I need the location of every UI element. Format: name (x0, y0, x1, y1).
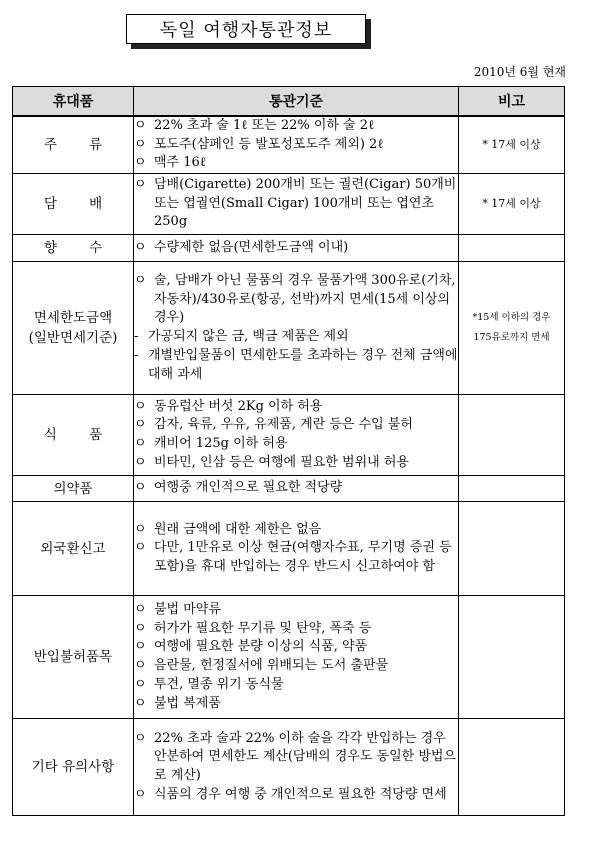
list-item: ㅇ 식품의 경우 여행 중 개인적으로 필요한 적당량 면세 (134, 786, 447, 802)
table-row (13, 719, 565, 816)
row-note (459, 235, 565, 262)
row-content (134, 476, 459, 502)
row-category: 외국환신고 (13, 502, 134, 596)
page-title: 독일 여행자통관정보 (126, 14, 366, 44)
row-note (459, 719, 565, 816)
list-item: ㅇ 다만, 1만유로 이상 현금(여행자수표, 무기명 증권 등 포함)을 휴대 반입하는 경우 반드시 신고하여야 함 (134, 540, 452, 574)
row-note: * 17세 이상 (459, 116, 565, 174)
row-category: 기타 유의사항 (13, 719, 134, 816)
header-row (13, 87, 565, 117)
row-category: 주 류 (13, 116, 134, 174)
list-item: ㅇ 여행중 개인적으로 필요한 적당량 (134, 480, 343, 496)
list-item: ㅇ 맥주 16ℓ (134, 155, 207, 171)
list-item: ㅇ 22% 초과 술과 22% 이하 술을 각각 반입하는 경우 안분하여 면세한도 계산(담배의 경우도 동일한 방법으로 계산) (134, 730, 457, 784)
row-category: 담 배 (13, 174, 134, 235)
table-row (13, 502, 565, 596)
row-category: 의약품 (13, 476, 134, 502)
row-category: 향 수 (13, 235, 134, 262)
table-row (13, 596, 565, 719)
list-item: ㅇ 불법 복제품 (134, 695, 221, 711)
table-row (13, 262, 565, 395)
table-row (13, 174, 565, 235)
row-content (134, 395, 459, 476)
header-note: 비고 (459, 87, 565, 117)
row-content (134, 174, 459, 235)
customs-table (12, 86, 565, 816)
list-item: ㅇ 원래 금액에 대한 제한은 없음 (134, 521, 322, 537)
list-item: ㅇ 감자, 육류, 우유, 유제품, 계란 등은 수입 불허 (134, 417, 413, 433)
row-note (459, 262, 565, 395)
row-content (134, 235, 459, 262)
row-content (134, 719, 459, 816)
row-content (134, 596, 459, 719)
table-row (13, 476, 565, 502)
list-item: ㅇ 포도주(샴페인 등 발포성포도주 제외) 2ℓ (134, 136, 384, 152)
table-row (13, 235, 565, 262)
header-standard: 통관기준 (134, 87, 459, 117)
list-item: ㅇ 투견, 멸종 위기 동식물 (134, 676, 284, 692)
list-item: ㅇ 수량제한 없음(면세한도금액 이내) (134, 239, 349, 255)
note-line: *15세 이하의 경우 (472, 312, 551, 324)
list-item: ㅇ 비타민, 인삼 등은 여행에 필요한 범위내 허용 (134, 454, 409, 470)
row-note: * 17세 이상 (459, 174, 565, 235)
row-category: 면세한도금액 (일반면세기준) (13, 262, 134, 395)
row-note (459, 476, 565, 502)
row-category: 식 품 (13, 395, 134, 476)
row-content (134, 116, 459, 174)
list-item: ㅇ 담배(Cigarette) 200개비 또는 궐련(Cigar) 50개비 또는 엽궐연(Small Cigar) 100개비 또는 엽연초 250g (134, 177, 457, 230)
date-note: 2010년 6월 현재 (473, 65, 566, 79)
row-category: 반입불허품목 (13, 596, 134, 719)
row-note (459, 502, 565, 596)
list-item: ㅇ 불법 마약류 (134, 602, 221, 617)
row-content (134, 502, 459, 596)
row-note (459, 395, 565, 476)
row-note (459, 596, 565, 719)
list-item: - 개별반입물품이 면세한도를 초과하는 경우 전체 금액에 대해 과세 (134, 347, 458, 382)
table-row (13, 395, 565, 476)
list-item: ㅇ 22% 초과 술 1ℓ 또는 22% 이하 술 2ℓ (134, 118, 375, 133)
note-line: 175유로까지 면세 (473, 332, 550, 344)
row-content (134, 262, 459, 395)
list-item: ㅇ 음란물, 헌정질서에 위배되는 도서 출판물 (134, 658, 389, 674)
list-item: ㅇ 허가가 필요한 무기류 및 탄약, 폭죽 등 (134, 620, 372, 636)
list-item: ㅇ 술, 담배가 아닌 물품의 경우 물품가액 300유로(기차, 자동차)/430유로(항공, 선박)까지 면세(15세 이상의 경우) (134, 273, 456, 326)
header-item: 휴대품 (13, 87, 134, 117)
title-frame (126, 14, 370, 48)
list-item: ㅇ 캐비어 125g 이하 허용 (134, 436, 288, 452)
table-row (13, 116, 565, 174)
list-item: ㅇ 동유럽산 버섯 2Kg 이하 허용 (134, 398, 323, 414)
list-item: ㅇ 여행에 필요한 분량 이상의 식품, 약품 (134, 639, 368, 655)
list-item: - 가공되지 않은 금, 백금 제품은 제외 (134, 329, 349, 345)
